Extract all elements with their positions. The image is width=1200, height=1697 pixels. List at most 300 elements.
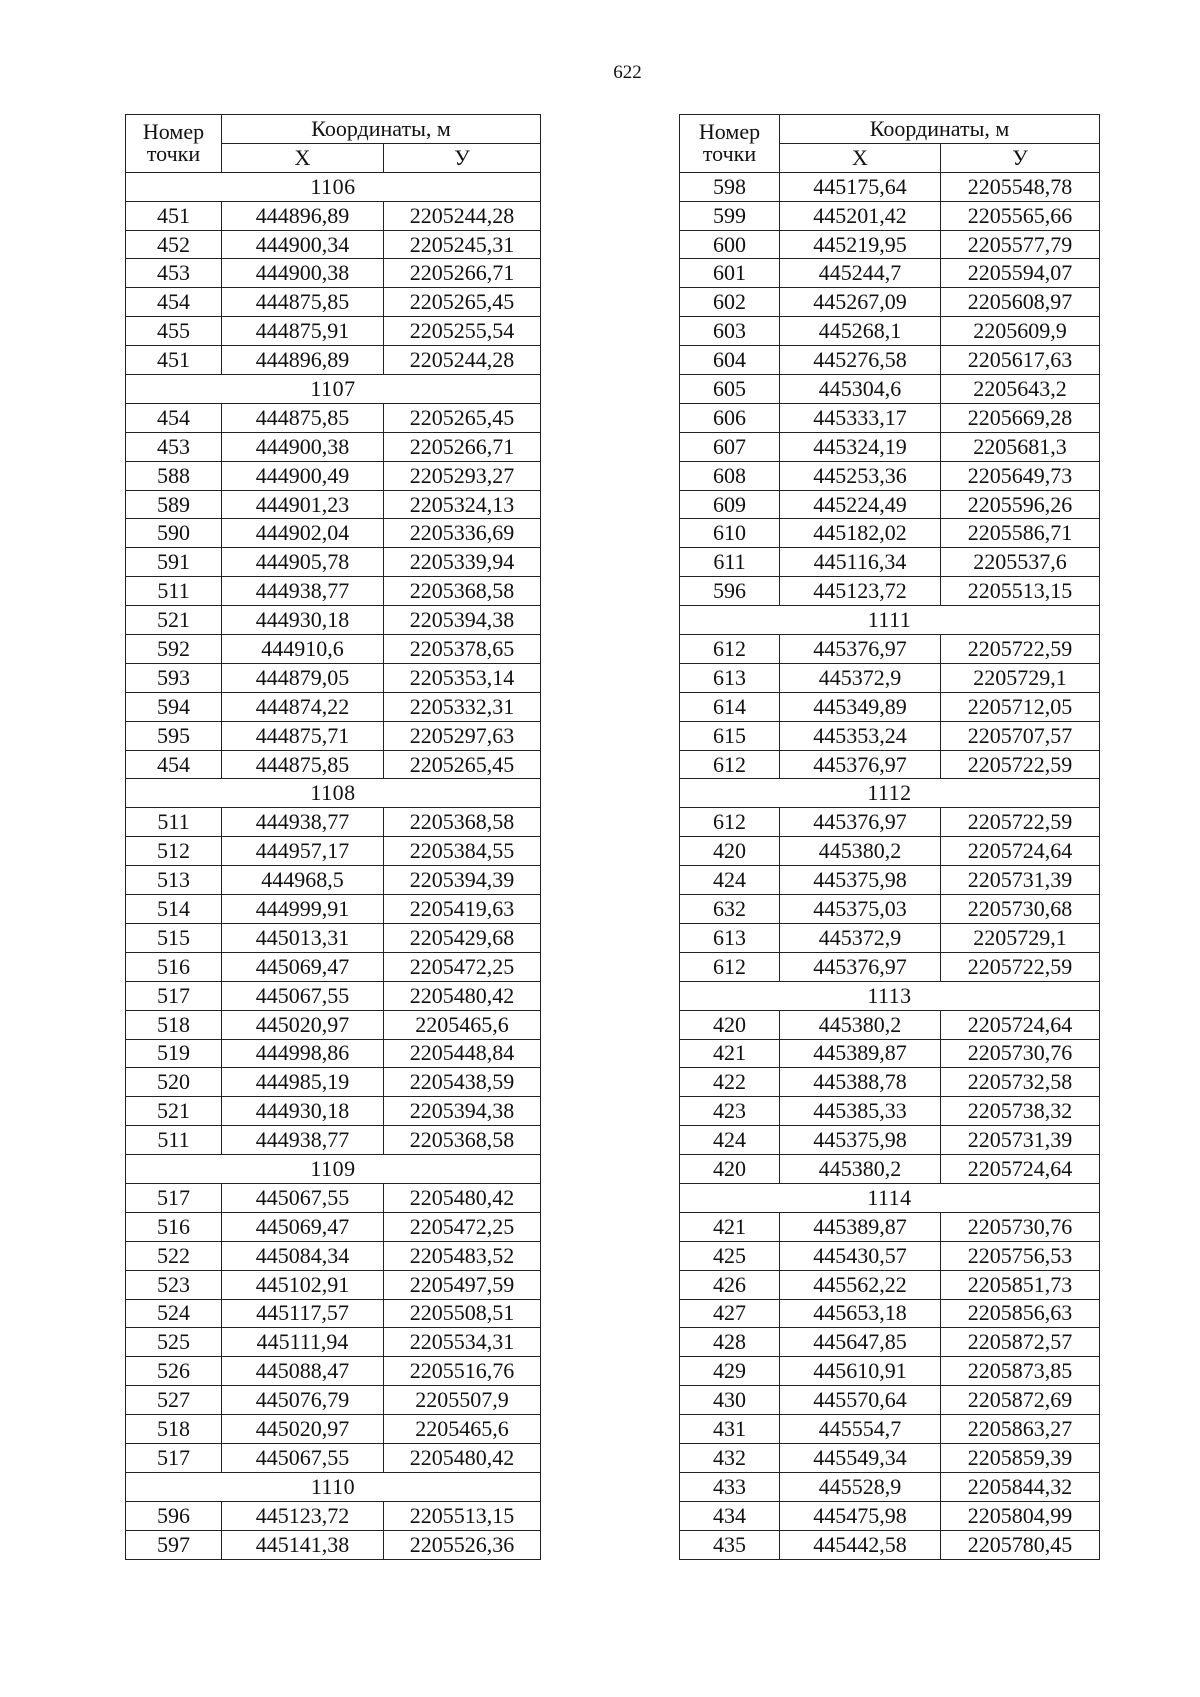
point-number-cell: 596 [126,1501,222,1530]
point-number-cell: 515 [126,923,222,952]
y-coordinate-cell: 2205507,9 [384,1386,541,1415]
x-coordinate-cell: 445102,91 [222,1270,384,1299]
x-coordinate-cell: 445353,24 [780,721,941,750]
point-number-cell: 421 [680,1039,780,1068]
x-coordinate-cell: 445372,9 [780,663,941,692]
table-row [126,1443,541,1472]
x-coordinate-cell: 445376,97 [780,808,941,837]
point-number-cell: 597 [126,1530,222,1559]
x-coordinate-cell: 445610,91 [780,1357,941,1386]
x-coordinate-cell: 445117,57 [222,1299,384,1328]
table-row [680,1415,1100,1444]
point-number-cell: 454 [126,750,222,779]
y-coordinate-cell: 2205608,97 [941,288,1100,317]
table-row [680,519,1100,548]
x-coordinate-cell: 445020,97 [222,1010,384,1039]
table-row [126,490,541,519]
y-coordinate-cell: 2205707,57 [941,721,1100,750]
point-number-cell: 612 [680,808,780,837]
point-number-cell: 511 [126,808,222,837]
table-row [680,750,1100,779]
x-coordinate-cell: 444875,85 [222,403,384,432]
point-number-cell: 451 [126,201,222,230]
table-row [680,1097,1100,1126]
point-number-cell: 599 [680,201,780,230]
point-number-cell: 421 [680,1212,780,1241]
point-number-cell: 516 [126,1212,222,1241]
table-row [126,837,541,866]
y-coordinate-cell: 2205577,79 [941,230,1100,259]
point-number-cell: 612 [680,635,780,664]
y-coordinate-cell: 2205856,63 [941,1299,1100,1328]
x-coordinate-cell: 444874,22 [222,692,384,721]
table-row [126,1126,541,1155]
x-coordinate-cell: 445380,2 [780,837,941,866]
x-coordinate-cell: 445020,97 [222,1415,384,1444]
point-number-cell: 523 [126,1270,222,1299]
group-row [126,1155,541,1184]
page-number: 622 [613,62,642,83]
table-row [126,1212,541,1241]
point-number-cell: 517 [126,1183,222,1212]
table-row [680,1443,1100,1472]
y-coordinate-cell: 2205480,42 [384,1443,541,1472]
table-row [126,635,541,664]
table-row [680,1212,1100,1241]
y-coordinate-cell: 2205378,65 [384,635,541,664]
table-row [126,866,541,895]
table-row [680,895,1100,924]
x-coordinate-cell: 445376,97 [780,952,941,981]
y-coordinate-cell: 2205516,76 [384,1357,541,1386]
y-coordinate-cell: 2205780,45 [941,1530,1100,1559]
table-row [126,1039,541,1068]
y-coordinate-cell: 2205266,71 [384,432,541,461]
x-coordinate-cell: 445430,57 [780,1241,941,1270]
y-coordinate-cell: 2205465,6 [384,1415,541,1444]
y-coordinate-cell: 2205731,39 [941,866,1100,895]
x-coordinate-cell: 445388,78 [780,1068,941,1097]
group-row [680,981,1100,1010]
table-row [680,548,1100,577]
y-coordinate-cell: 2205729,1 [941,663,1100,692]
point-number-cell: 614 [680,692,780,721]
table-row [126,663,541,692]
table-row [126,1068,541,1097]
x-coordinate-cell: 445554,7 [780,1415,941,1444]
point-number-cell: 590 [126,519,222,548]
table-row [680,1386,1100,1415]
point-number-cell: 424 [680,866,780,895]
x-coordinate-cell: 445013,31 [222,923,384,952]
point-number-cell: 593 [126,663,222,692]
y-coordinate-cell: 2205339,94 [384,548,541,577]
point-number-cell: 519 [126,1039,222,1068]
point-number-header-line1: Номер [142,119,205,145]
y-coordinate-cell: 2205472,25 [384,952,541,981]
x-coordinate-cell: 444900,38 [222,259,384,288]
y-coordinate-cell: 2205565,66 [941,201,1100,230]
table-row [680,1328,1100,1357]
point-number-cell: 432 [680,1443,780,1472]
y-coordinate-cell: 2205669,28 [941,403,1100,432]
header-row [126,115,541,144]
y-coordinate-cell: 2205872,57 [941,1328,1100,1357]
table-row [126,317,541,346]
x-coordinate-cell: 444900,49 [222,461,384,490]
point-number-cell: 424 [680,1126,780,1155]
group-row [680,779,1100,808]
x-coordinate-cell: 444930,18 [222,606,384,635]
y-coordinate-cell: 2205265,45 [384,403,541,432]
point-number-cell: 588 [126,461,222,490]
table-row [126,750,541,779]
table-row [126,1501,541,1530]
point-number-cell: 517 [126,1443,222,1472]
y-coordinate-cell: 2205384,55 [384,837,541,866]
x-coordinate-cell: 444968,5 [222,866,384,895]
point-number-cell: 518 [126,1010,222,1039]
point-number-cell: 429 [680,1357,780,1386]
table-row [126,346,541,375]
x-coordinate-cell: 445333,17 [780,403,941,432]
point-number-cell: 520 [126,1068,222,1097]
x-coordinate-cell: 444910,6 [222,635,384,664]
y-coordinate-cell: 2205851,73 [941,1270,1100,1299]
point-number-cell: 430 [680,1386,780,1415]
table-row [126,288,541,317]
x-coordinate-cell: 444938,77 [222,1126,384,1155]
y-coordinate-cell: 2205722,59 [941,808,1100,837]
x-coordinate-cell: 444930,18 [222,1097,384,1126]
group-number: 1112 [680,779,1100,808]
table-row [126,895,541,924]
point-number-cell: 525 [126,1328,222,1357]
y-coordinate-cell: 2205394,38 [384,606,541,635]
x-coordinate-cell: 445224,49 [780,490,941,519]
x-coordinate-cell: 445244,7 [780,259,941,288]
x-coordinate-cell: 444938,77 [222,808,384,837]
point-number-cell: 423 [680,1097,780,1126]
point-number-cell: 602 [680,288,780,317]
table-row [680,577,1100,606]
point-number-cell: 592 [126,635,222,664]
table-row [680,288,1100,317]
table-row [680,1299,1100,1328]
y-coordinate-cell: 2205724,64 [941,1155,1100,1184]
x-coordinate-cell: 445088,47 [222,1357,384,1386]
table-row [680,461,1100,490]
table-row [126,721,541,750]
x-coordinate-cell: 444896,89 [222,201,384,230]
point-number-cell: 433 [680,1472,780,1501]
table-row [680,403,1100,432]
table-row [126,461,541,490]
x-coordinate-cell: 445389,87 [780,1039,941,1068]
x-coordinate-cell: 445380,2 [780,1010,941,1039]
y-coordinate-cell: 2205609,9 [941,317,1100,346]
x-coordinate-cell: 445372,9 [780,923,941,952]
table-row [126,432,541,461]
point-number-cell: 613 [680,663,780,692]
point-number-header-line2: точки [702,141,757,167]
point-number-cell: 613 [680,923,780,952]
y-coordinate-cell: 2205438,59 [384,1068,541,1097]
y-coordinate-cell: 2205508,51 [384,1299,541,1328]
table-row [126,1415,541,1444]
y-coordinate-cell: 2205873,85 [941,1357,1100,1386]
x-coordinate-cell: 445304,6 [780,375,941,404]
y-coordinate-cell: 2205534,31 [384,1328,541,1357]
table-row [126,606,541,635]
group-row [126,1472,541,1501]
group-row [126,779,541,808]
x-coordinate-cell: 444900,38 [222,432,384,461]
y-coordinate-cell: 2205594,07 [941,259,1100,288]
point-number-cell: 611 [680,548,780,577]
table-row [680,375,1100,404]
table-row [126,201,541,230]
point-number-header-line1: Номер [698,119,761,145]
point-number-cell: 454 [126,288,222,317]
point-number-cell: 420 [680,1155,780,1184]
y-coordinate-cell: 2205368,58 [384,808,541,837]
y-coordinate-cell: 2205844,32 [941,1472,1100,1501]
group-number: 1107 [126,375,541,404]
y-coordinate-cell: 2205526,36 [384,1530,541,1559]
x-coordinate-cell: 444875,91 [222,317,384,346]
point-number-cell: 434 [680,1501,780,1530]
x-coordinate-cell: 444902,04 [222,519,384,548]
y-coordinate-cell: 2205722,59 [941,952,1100,981]
coordinates-header: Координаты, м [780,115,1100,144]
y-coordinate-cell: 2205265,45 [384,288,541,317]
point-number-cell: 425 [680,1241,780,1270]
point-number-cell: 514 [126,895,222,924]
table-row [680,1270,1100,1299]
y-coordinate-cell: 2205681,3 [941,432,1100,461]
point-number-cell: 426 [680,1270,780,1299]
x-coordinate-cell: 444905,78 [222,548,384,577]
point-number-cell: 454 [126,403,222,432]
point-number-cell: 603 [680,317,780,346]
y-coordinate-cell: 2205465,6 [384,1010,541,1039]
table-row [126,1241,541,1270]
table-row [126,259,541,288]
table-row [126,1386,541,1415]
coordinates-table-right [679,114,1100,1560]
y-header: У [384,143,541,172]
x-coordinate-cell: 445549,34 [780,1443,941,1472]
x-coordinate-cell: 445253,36 [780,461,941,490]
point-number-cell: 612 [680,952,780,981]
y-coordinate-cell: 2205244,28 [384,346,541,375]
y-coordinate-cell: 2205729,1 [941,923,1100,952]
table-row [680,1155,1100,1184]
y-coordinate-cell: 2205548,78 [941,172,1100,201]
x-coordinate-cell: 445111,94 [222,1328,384,1357]
table-row [680,952,1100,981]
x-coordinate-cell: 444998,86 [222,1039,384,1068]
x-coordinate-cell: 444879,05 [222,663,384,692]
table-row [680,432,1100,461]
point-number-cell: 600 [680,230,780,259]
point-number-cell: 517 [126,981,222,1010]
table-row [126,1010,541,1039]
x-coordinate-cell: 444896,89 [222,346,384,375]
y-coordinate-cell: 2205643,2 [941,375,1100,404]
x-coordinate-cell: 445375,03 [780,895,941,924]
y-coordinate-cell: 2205332,31 [384,692,541,721]
point-number-cell: 526 [126,1357,222,1386]
table-row [126,230,541,259]
y-coordinate-cell: 2205724,64 [941,837,1100,866]
point-number-cell: 435 [680,1530,780,1559]
y-coordinate-cell: 2205336,69 [384,519,541,548]
x-coordinate-cell: 445067,55 [222,1443,384,1472]
group-number: 1111 [680,606,1100,635]
table-row [680,866,1100,895]
table-row [680,663,1100,692]
table-row [126,692,541,721]
y-coordinate-cell: 2205586,71 [941,519,1100,548]
point-number-cell: 518 [126,1415,222,1444]
point-number-cell: 420 [680,837,780,866]
group-number: 1108 [126,779,541,808]
point-number-cell: 511 [126,577,222,606]
y-coordinate-cell: 2205730,68 [941,895,1100,924]
x-coordinate-cell: 445276,58 [780,346,941,375]
x-coordinate-cell: 445067,55 [222,1183,384,1212]
table-row [680,201,1100,230]
table-body [126,172,541,1559]
x-coordinate-cell: 445141,38 [222,1530,384,1559]
point-number-cell: 601 [680,259,780,288]
x-coordinate-cell: 445324,19 [780,432,941,461]
point-number-cell: 595 [126,721,222,750]
table-row [126,403,541,432]
point-number-cell: 513 [126,866,222,895]
point-number-cell: 607 [680,432,780,461]
table-row [680,172,1100,201]
point-number-header [126,115,222,173]
y-coordinate-cell: 2205244,28 [384,201,541,230]
table-row [126,952,541,981]
point-number-cell: 594 [126,692,222,721]
table-row [126,981,541,1010]
point-number-cell: 606 [680,403,780,432]
point-number-cell: 422 [680,1068,780,1097]
y-coordinate-cell: 2205872,69 [941,1386,1100,1415]
x-coordinate-cell: 445376,97 [780,750,941,779]
x-coordinate-cell: 445475,98 [780,1501,941,1530]
point-number-cell: 527 [126,1386,222,1415]
x-coordinate-cell: 445182,02 [780,519,941,548]
table-row [126,1357,541,1386]
table-row [680,721,1100,750]
point-number-cell: 608 [680,461,780,490]
y-coordinate-cell: 2205722,59 [941,750,1100,779]
point-number-cell: 427 [680,1299,780,1328]
coordinates-header: Координаты, м [222,115,541,144]
table-row [680,230,1100,259]
point-number-cell: 521 [126,606,222,635]
x-coordinate-cell: 444957,17 [222,837,384,866]
point-number-cell: 604 [680,346,780,375]
group-number: 1114 [680,1183,1100,1212]
y-coordinate-cell: 2205324,13 [384,490,541,519]
x-coordinate-cell: 445076,79 [222,1386,384,1415]
y-coordinate-cell: 2205394,38 [384,1097,541,1126]
table-row [680,490,1100,519]
point-number-header-line2: точки [146,141,201,167]
table-row [680,1068,1100,1097]
y-coordinate-cell: 2205266,71 [384,259,541,288]
x-coordinate-cell: 445647,85 [780,1328,941,1357]
table-row [680,635,1100,664]
point-number-header [680,115,780,173]
y-coordinate-cell: 2205724,64 [941,1010,1100,1039]
y-coordinate-cell: 2205732,58 [941,1068,1100,1097]
x-coordinate-cell: 445442,58 [780,1530,941,1559]
point-number-cell: 591 [126,548,222,577]
point-number-cell: 516 [126,952,222,981]
y-coordinate-cell: 2205480,42 [384,1183,541,1212]
point-number-cell: 524 [126,1299,222,1328]
x-coordinate-cell: 445389,87 [780,1212,941,1241]
x-coordinate-cell: 445375,98 [780,866,941,895]
x-coordinate-cell: 444900,34 [222,230,384,259]
table-row [680,1357,1100,1386]
x-coordinate-cell: 445175,64 [780,172,941,201]
x-coordinate-cell: 445528,9 [780,1472,941,1501]
y-coordinate-cell: 2205513,15 [384,1501,541,1530]
table-row [680,808,1100,837]
point-number-cell: 521 [126,1097,222,1126]
y-coordinate-cell: 2205738,32 [941,1097,1100,1126]
x-coordinate-cell: 445375,98 [780,1126,941,1155]
y-coordinate-cell: 2205730,76 [941,1212,1100,1241]
point-number-cell: 598 [680,172,780,201]
y-coordinate-cell: 2205617,63 [941,346,1100,375]
point-number-cell: 605 [680,375,780,404]
x-coordinate-cell: 445562,22 [780,1270,941,1299]
group-row [126,172,541,201]
x-header: X [222,143,384,172]
x-coordinate-cell: 444901,23 [222,490,384,519]
y-coordinate-cell: 2205513,15 [941,577,1100,606]
table-row [126,1270,541,1299]
table-row [126,1183,541,1212]
point-number-cell: 455 [126,317,222,346]
x-coordinate-cell: 445123,72 [222,1501,384,1530]
table-row [126,548,541,577]
y-coordinate-cell: 2205804,99 [941,1501,1100,1530]
table-row [126,1097,541,1126]
table-row [680,259,1100,288]
point-number-cell: 451 [126,346,222,375]
y-coordinate-cell: 2205537,6 [941,548,1100,577]
point-number-cell: 632 [680,895,780,924]
table-row [680,1039,1100,1068]
y-coordinate-cell: 2205596,26 [941,490,1100,519]
y-coordinate-cell: 2205297,63 [384,721,541,750]
table-body [680,172,1100,1559]
table-row [680,317,1100,346]
point-number-cell: 431 [680,1415,780,1444]
table-row [680,1501,1100,1530]
table-row [680,692,1100,721]
